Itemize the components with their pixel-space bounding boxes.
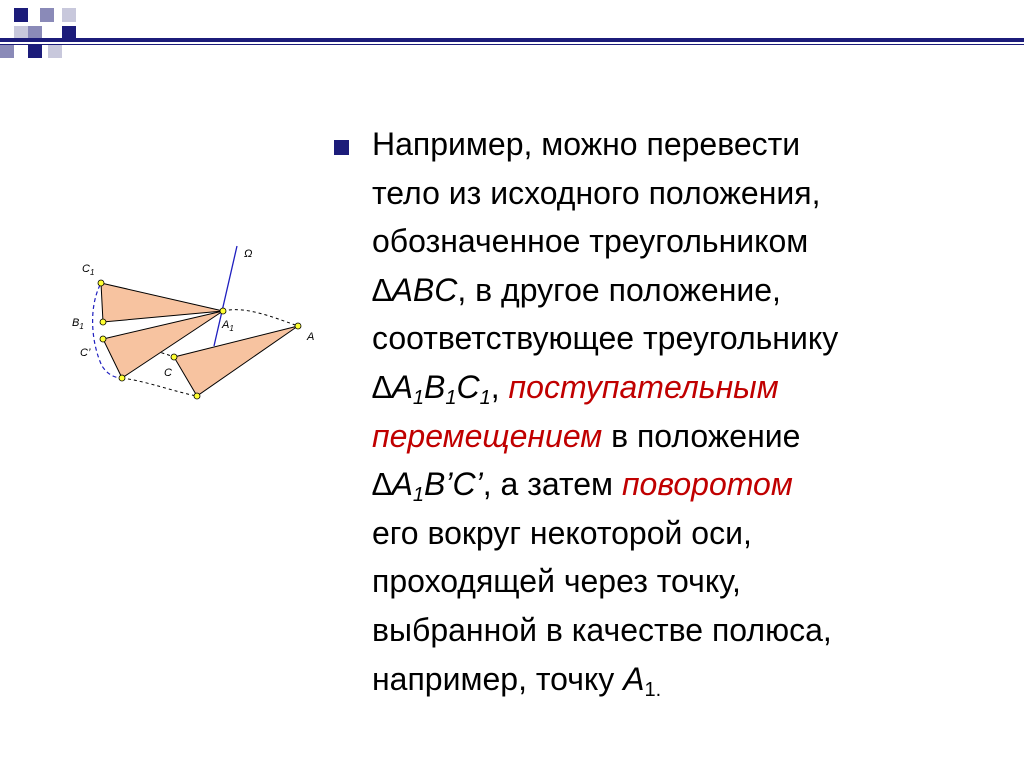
trajectory-a [223, 310, 298, 326]
square-bullet-icon [334, 140, 349, 155]
triangle-a1b1c1-symbol: $\Delta A_1B_1C_1$ [372, 368, 491, 409]
label-a1: $A_1$ [222, 319, 234, 333]
trajectory-c [122, 378, 197, 396]
label-c1: $C_1$ [82, 263, 95, 277]
point-a1 [220, 308, 226, 314]
triangle-a1bc-prime-symbol: $\Delta A_1B’C$’ [372, 466, 483, 507]
deco-square [28, 44, 42, 58]
text-line-6: $\Delta A_1B_1C_1$, поступательным [372, 368, 779, 409]
deco-square [62, 8, 76, 22]
label-c: C [164, 367, 172, 379]
text-line-7: перемещением в положение [372, 417, 801, 454]
triangle-diagram [60, 230, 330, 410]
text-line-10: проходящей через точку, [372, 563, 741, 600]
text-line-2: тело из исходного положения, [372, 174, 821, 211]
triangle-abc [174, 326, 298, 396]
deco-square [14, 8, 28, 22]
label-a: A [307, 331, 315, 343]
text-line-11: выбранной в качестве полюса, [372, 611, 832, 648]
text-line-1: Например, можно перевести [372, 126, 801, 162]
point-b1 [100, 319, 106, 325]
text-line-8: $\Delta A_1B’C$’, а затем поворотом [372, 466, 793, 507]
text-line-5: соответствующее треугольнику [372, 320, 839, 357]
point-c [171, 354, 177, 360]
deco-square [40, 8, 54, 22]
deco-square [0, 44, 14, 58]
point-b [194, 393, 200, 399]
point-b-prime [100, 336, 106, 342]
emphasis-displacement: перемещением [372, 417, 603, 454]
text-line-4: ∆ABC, в другое положение, [372, 271, 781, 308]
header-rule [0, 38, 1024, 42]
point-a [295, 323, 301, 329]
point-c-prime [119, 375, 125, 381]
emphasis-translational: поступательным [508, 368, 779, 405]
header-rule-thin [0, 44, 1024, 45]
deco-square [48, 44, 62, 58]
triangle-abc-symbol: ∆ABC [372, 271, 458, 308]
text-line-3: обозначенное треугольником [372, 223, 809, 260]
label-omega: Ω [244, 248, 253, 260]
point-c1 [98, 280, 104, 286]
emphasis-rotation: поворотом [621, 466, 793, 503]
text-line-9: его вокруг некоторой оси, [372, 514, 752, 551]
text-line-12: например, точку $A_{1.}$ [372, 660, 662, 701]
point-a1-symbol: A [623, 660, 645, 697]
paragraph-text [372, 120, 972, 703]
label-b1: $B_1$ [72, 317, 84, 331]
label-c-prime: C’ [80, 347, 91, 359]
